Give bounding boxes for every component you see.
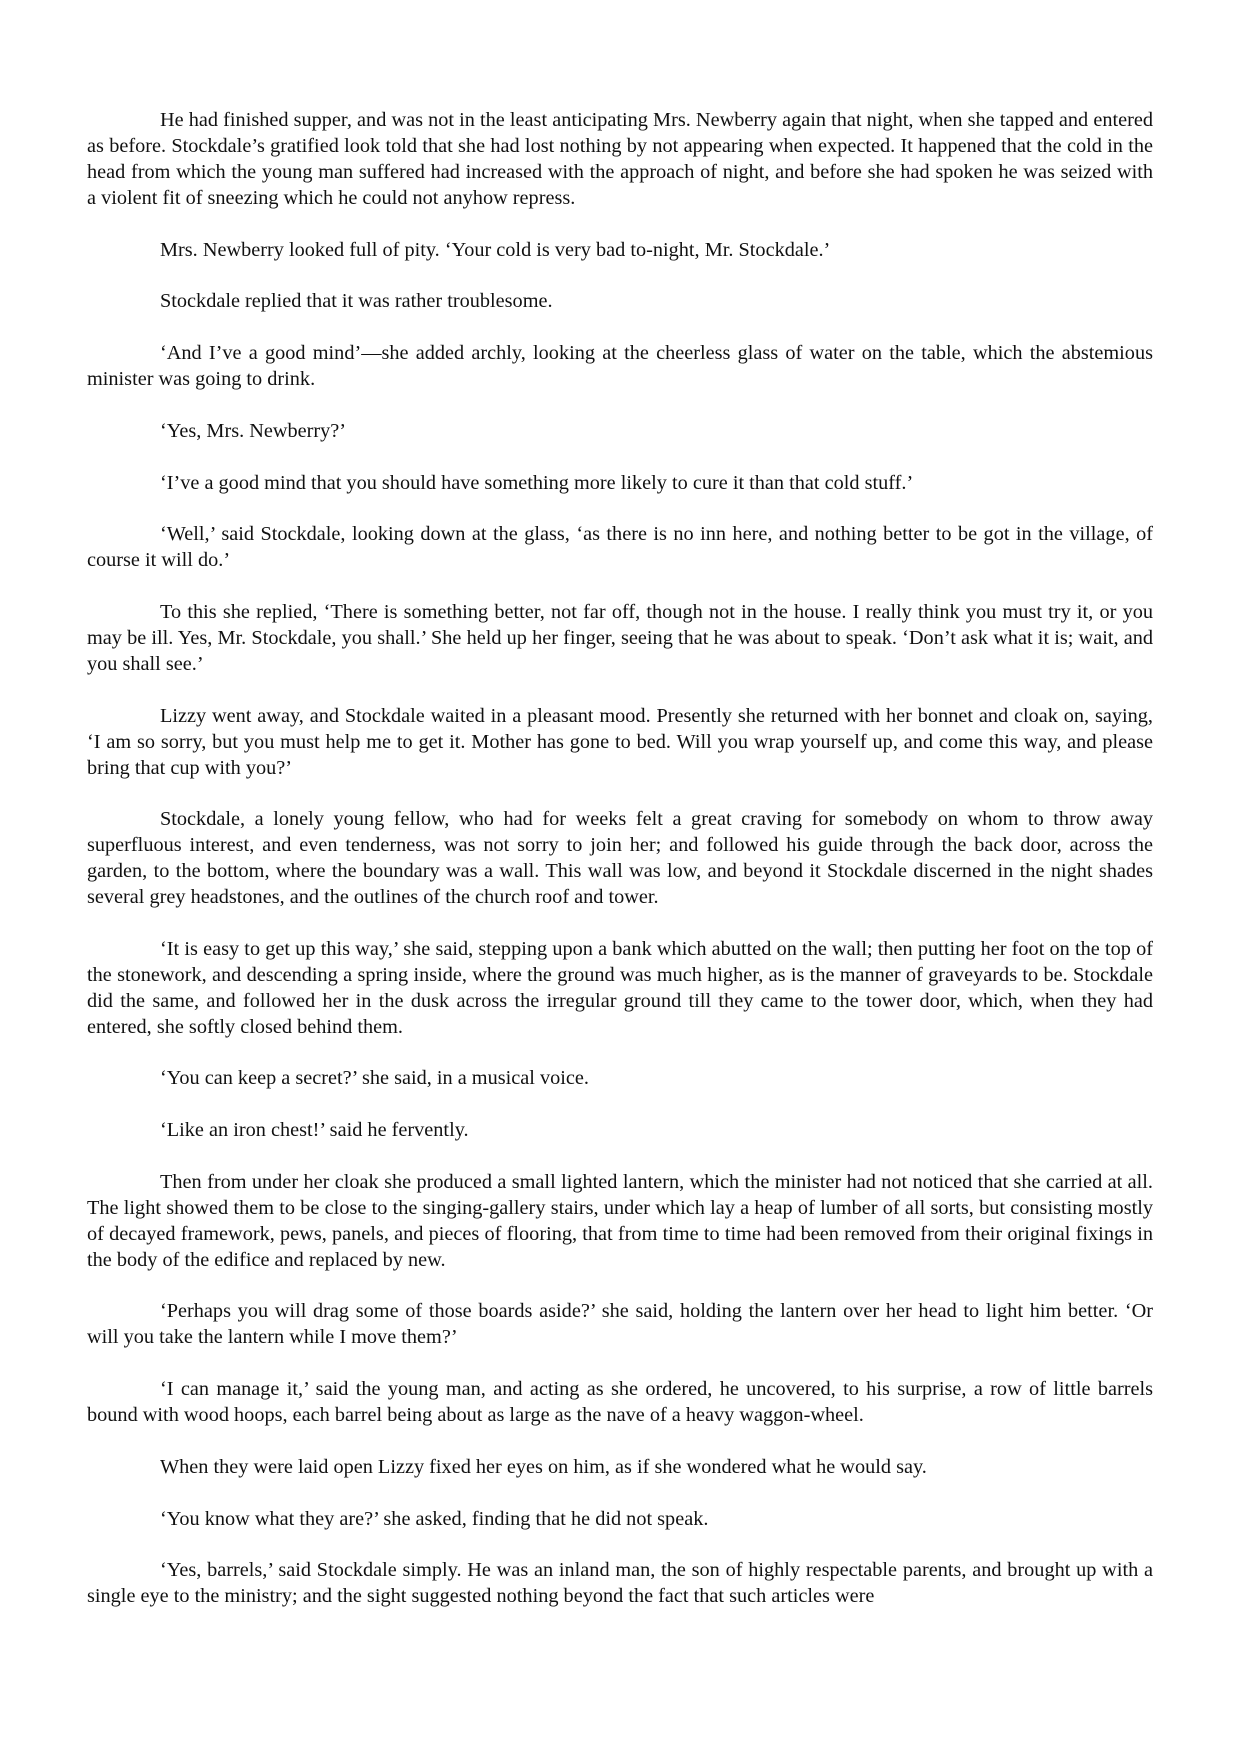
paragraph: ‘You can keep a secret?’ she said, in a musical voice. xyxy=(160,1067,589,1090)
paragraph: Stockdale replied that it was rather troublesome. xyxy=(160,290,553,313)
paragraph: ‘Well,’ said Stockdale, looking down at the glass, ‘as there is no inn here, and nothing better to be got in the village, of course it will do.’ xyxy=(87,523,1153,572)
paragraph: ‘Yes, barrels,’ said Stockdale simply. He was an inland man, the son of highly respectable parents, and brought up with a single eye to the ministry; and the sight suggested nothing beyond the fact that such articles were xyxy=(87,1559,1153,1608)
paragraph: ‘Perhaps you will drag some of those boards aside?’ she said, holding the lantern over her head to light him better. ‘Or will you take the lantern while I move them?’ xyxy=(87,1300,1153,1349)
paragraph: ‘You know what they are?’ she asked, finding that he did not speak. xyxy=(160,1507,709,1530)
paragraph: ‘Like an iron chest!’ said he fervently. xyxy=(160,1119,469,1142)
paragraph: He had finished supper, and was not in the least anticipating Mrs. Newberry again that night, when she tapped and entered as before. Stockdale’s gratified look told that she had lost nothing by not appearing when expected. It happened that the cold in the head from which the young man suffered had increased with the approach of night, and before she had spoken he was seized with a violent fit of sneezing which he could not anyhow repress. xyxy=(87,109,1153,209)
paragraph: ‘Yes, Mrs. Newberry?’ xyxy=(160,419,347,442)
paragraph: ‘And I’ve a good mind’—she added archly, looking at the cheerless glass of water on the table, which the abstemious minister was going to drink. xyxy=(87,342,1153,391)
paragraph: ‘I can manage it,’ said the young man, and acting as she ordered, he uncovered, to his surprise, a row of little barrels bound with wood hoops, each barrel being about as large as the nave of a heavy waggon-wheel. xyxy=(87,1378,1153,1427)
paragraph: ‘I’ve a good mind that you should have something more likely to cure it than that cold stuff.’ xyxy=(160,471,914,494)
paragraph: Stockdale, a lonely young fellow, who had for weeks felt a great craving for somebody on whom to throw away superfluous interest, and even tenderness, was not sorry to join her; and followed his guide through the back door, across the garden, to the bottom, where the boundary was a wall. This wall was low, and beyond it Stockdale discerned in the night shades several grey headstones, and the outlines of the church roof and tower. xyxy=(87,808,1153,909)
paragraph: When they were laid open Lizzy fixed her eyes on him, as if she wondered what he would say. xyxy=(160,1455,927,1478)
paragraph: Then from under her cloak she produced a small lighted lantern, which the minister had not noticed that she carried at all. The light showed them to be close to the singing-gallery stairs, under which lay a heap of lumber of all sorts, but consisting mostly of decayed framework, pews, panels, and pieces of flooring, that from time to time had been removed from their original fixings in the body of the edifice and replaced by new. xyxy=(87,1170,1153,1271)
paragraph: Lizzy went away, and Stockdale waited in a pleasant mood. Presently she returned with her bonnet and cloak on, saying, ‘I am so sorry, but you must help me to get it. Mother has gone to bed. Will you wrap yourself up, and come this way, and please bring that cup with you?’ xyxy=(87,704,1153,779)
paragraph: To this she replied, ‘There is something better, not far off, though not in the house. I really think you must try it, or you may be ill. Yes, Mr. Stockdale, you shall.’ She held up her finger, seeing that he was about to speak. ‘Don’t ask what it is; wait, and you shall see.’ xyxy=(87,601,1153,675)
paragraph: Mrs. Newberry looked full of pity. ‘Your cold is very bad to-night, Mr. Stockdale.’ xyxy=(160,238,831,261)
paragraph: ‘It is easy to get up this way,’ she said, stepping upon a bank which abutted on the wall; then putting her foot on the top of the stonework, and descending a spring inside, where the ground was much higher, as is the manner of graveyards to be. Stockdale did the same, and followed her in the dusk across the irregular ground till they came to the tower door, which, when they had entered, she softly closed behind them. xyxy=(87,937,1153,1038)
document-page xyxy=(87,108,1153,1610)
